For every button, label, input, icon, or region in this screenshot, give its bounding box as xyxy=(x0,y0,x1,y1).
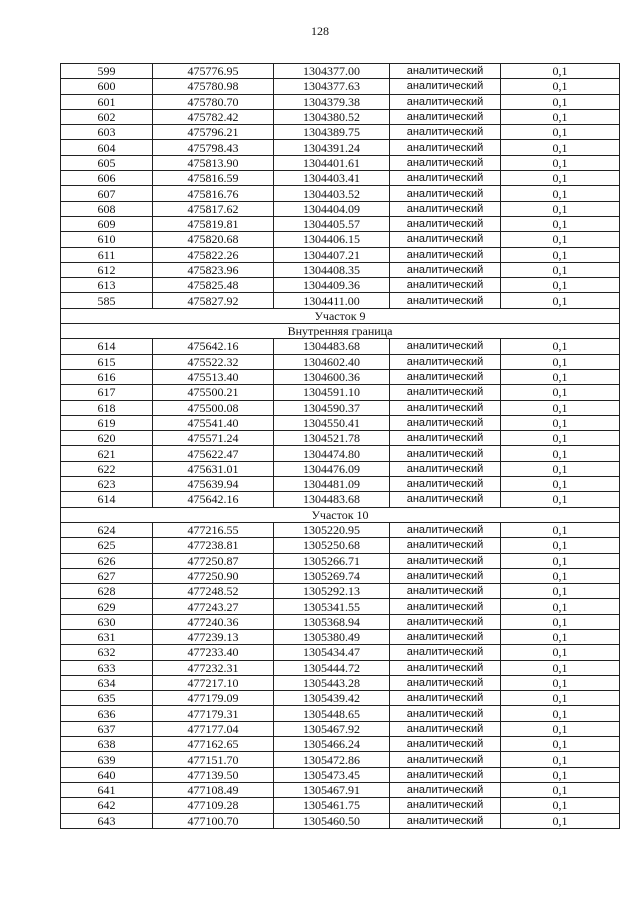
y-coordinate-cell: 1304401.61 xyxy=(274,155,390,170)
method-cell: аналитический xyxy=(390,125,501,140)
accuracy-cell: 0,1 xyxy=(501,675,620,690)
table-row xyxy=(61,721,620,736)
point-number-cell: 606 xyxy=(61,171,153,186)
point-number-cell: 624 xyxy=(61,522,153,537)
table-row xyxy=(61,752,620,767)
x-coordinate-cell: 475782.42 xyxy=(153,109,274,124)
method-cell: аналитический xyxy=(390,415,501,430)
x-coordinate-cell: 477177.04 xyxy=(153,721,274,736)
x-coordinate-cell: 477239.13 xyxy=(153,629,274,644)
point-number-cell: 625 xyxy=(61,538,153,553)
y-coordinate-cell: 1304600.36 xyxy=(274,369,390,384)
x-coordinate-cell: 475776.95 xyxy=(153,64,274,79)
point-number-cell: 643 xyxy=(61,813,153,828)
x-coordinate-cell: 477151.70 xyxy=(153,752,274,767)
x-coordinate-cell: 477250.87 xyxy=(153,553,274,568)
table-row xyxy=(61,553,620,568)
accuracy-cell: 0,1 xyxy=(501,614,620,629)
x-coordinate-cell: 475796.21 xyxy=(153,125,274,140)
y-coordinate-cell: 1305467.91 xyxy=(274,782,390,797)
x-coordinate-cell: 475827.92 xyxy=(153,293,274,308)
x-coordinate-cell: 475816.76 xyxy=(153,186,274,201)
x-coordinate-cell: 475522.32 xyxy=(153,354,274,369)
point-number-cell: 620 xyxy=(61,431,153,446)
point-number-cell: 634 xyxy=(61,675,153,690)
y-coordinate-cell: 1305341.55 xyxy=(274,599,390,614)
method-cell: аналитический xyxy=(390,278,501,293)
table-row xyxy=(61,125,620,140)
accuracy-cell: 0,1 xyxy=(501,79,620,94)
accuracy-cell: 0,1 xyxy=(501,461,620,476)
point-number-cell: 641 xyxy=(61,782,153,797)
table-row xyxy=(61,782,620,797)
method-cell: аналитический xyxy=(390,767,501,782)
method-cell: аналитический xyxy=(390,660,501,675)
accuracy-cell: 0,1 xyxy=(501,691,620,706)
point-number-cell: 610 xyxy=(61,232,153,247)
table-row xyxy=(61,354,620,369)
accuracy-cell: 0,1 xyxy=(501,538,620,553)
method-cell: аналитический xyxy=(390,553,501,568)
accuracy-cell: 0,1 xyxy=(501,629,620,644)
point-number-cell: 632 xyxy=(61,645,153,660)
x-coordinate-cell: 475817.62 xyxy=(153,201,274,216)
accuracy-cell: 0,1 xyxy=(501,247,620,262)
method-cell: аналитический xyxy=(390,599,501,614)
x-coordinate-cell: 475571.24 xyxy=(153,431,274,446)
y-coordinate-cell: 1304476.09 xyxy=(274,461,390,476)
x-coordinate-cell: 475780.98 xyxy=(153,79,274,94)
y-coordinate-cell: 1304405.57 xyxy=(274,216,390,231)
accuracy-cell: 0,1 xyxy=(501,140,620,155)
method-cell: аналитический xyxy=(390,369,501,384)
method-cell: аналитический xyxy=(390,568,501,583)
method-cell: аналитический xyxy=(390,752,501,767)
y-coordinate-cell: 1304483.68 xyxy=(274,339,390,354)
x-coordinate-cell: 477232.31 xyxy=(153,660,274,675)
accuracy-cell: 0,1 xyxy=(501,798,620,813)
table-row xyxy=(61,691,620,706)
table-row xyxy=(61,599,620,614)
method-cell: аналитический xyxy=(390,400,501,415)
accuracy-cell: 0,1 xyxy=(501,171,620,186)
point-number-cell: 613 xyxy=(61,278,153,293)
point-number-cell: 617 xyxy=(61,385,153,400)
x-coordinate-cell: 477233.40 xyxy=(153,645,274,660)
page-number: 128 xyxy=(311,24,329,38)
method-cell: аналитический xyxy=(390,385,501,400)
x-coordinate-cell: 475631.01 xyxy=(153,461,274,476)
method-cell: аналитический xyxy=(390,94,501,109)
accuracy-cell: 0,1 xyxy=(501,721,620,736)
table-row xyxy=(61,645,620,660)
x-coordinate-cell: 475819.81 xyxy=(153,216,274,231)
point-number-cell: 602 xyxy=(61,109,153,124)
y-coordinate-cell: 1305368.94 xyxy=(274,614,390,629)
y-coordinate-cell: 1304411.00 xyxy=(274,293,390,308)
x-coordinate-cell: 475813.90 xyxy=(153,155,274,170)
method-cell: аналитический xyxy=(390,79,501,94)
x-coordinate-cell: 477248.52 xyxy=(153,584,274,599)
accuracy-cell: 0,1 xyxy=(501,415,620,430)
y-coordinate-cell: 1304391.24 xyxy=(274,140,390,155)
table-row xyxy=(61,201,620,216)
point-number-cell: 607 xyxy=(61,186,153,201)
accuracy-cell: 0,1 xyxy=(501,186,620,201)
x-coordinate-cell: 477238.81 xyxy=(153,538,274,553)
y-coordinate-cell: 1304521.78 xyxy=(274,431,390,446)
y-coordinate-cell: 1304590.37 xyxy=(274,400,390,415)
y-coordinate-cell: 1304403.52 xyxy=(274,186,390,201)
accuracy-cell: 0,1 xyxy=(501,369,620,384)
x-coordinate-cell: 477108.49 xyxy=(153,782,274,797)
point-number-cell: 609 xyxy=(61,216,153,231)
table-row xyxy=(61,538,620,553)
x-coordinate-cell: 475500.08 xyxy=(153,400,274,415)
y-coordinate-cell: 1304591.10 xyxy=(274,385,390,400)
accuracy-cell: 0,1 xyxy=(501,431,620,446)
accuracy-cell: 0,1 xyxy=(501,385,620,400)
y-coordinate-cell: 1304389.75 xyxy=(274,125,390,140)
method-cell: аналитический xyxy=(390,140,501,155)
method-cell: аналитический xyxy=(390,339,501,354)
point-number-cell: 635 xyxy=(61,691,153,706)
x-coordinate-cell: 475823.96 xyxy=(153,262,274,277)
table-row xyxy=(61,522,620,537)
y-coordinate-cell: 1304474.80 xyxy=(274,446,390,461)
accuracy-cell: 0,1 xyxy=(501,262,620,277)
point-number-cell: 638 xyxy=(61,737,153,752)
table-row xyxy=(61,614,620,629)
method-cell: аналитический xyxy=(390,262,501,277)
accuracy-cell: 0,1 xyxy=(501,155,620,170)
point-number-cell: 636 xyxy=(61,706,153,721)
point-number-cell: 633 xyxy=(61,660,153,675)
point-number-cell: 637 xyxy=(61,721,153,736)
method-cell: аналитический xyxy=(390,614,501,629)
table-row xyxy=(61,293,620,308)
accuracy-cell: 0,1 xyxy=(501,232,620,247)
section-title: Участок 10 xyxy=(61,507,620,522)
method-cell: аналитический xyxy=(390,171,501,186)
method-cell: аналитический xyxy=(390,109,501,124)
method-cell: аналитический xyxy=(390,354,501,369)
table-row xyxy=(61,629,620,644)
table-row xyxy=(61,431,620,446)
y-coordinate-cell: 1305473.45 xyxy=(274,767,390,782)
section-title: Участок 9 xyxy=(61,308,620,323)
point-number-cell: 599 xyxy=(61,64,153,79)
accuracy-cell: 0,1 xyxy=(501,201,620,216)
accuracy-cell: 0,1 xyxy=(501,477,620,492)
y-coordinate-cell: 1305434.47 xyxy=(274,645,390,660)
y-coordinate-cell: 1305460.50 xyxy=(274,813,390,828)
accuracy-cell: 0,1 xyxy=(501,645,620,660)
point-number-cell: 623 xyxy=(61,477,153,492)
table-row xyxy=(61,568,620,583)
x-coordinate-cell: 475822.26 xyxy=(153,247,274,262)
coordinates-table xyxy=(60,63,620,829)
accuracy-cell: 0,1 xyxy=(501,660,620,675)
method-cell: аналитический xyxy=(390,691,501,706)
accuracy-cell: 0,1 xyxy=(501,752,620,767)
table-row xyxy=(61,155,620,170)
accuracy-cell: 0,1 xyxy=(501,553,620,568)
table-row xyxy=(61,262,620,277)
point-number-cell: 642 xyxy=(61,798,153,813)
accuracy-cell: 0,1 xyxy=(501,216,620,231)
point-number-cell: 621 xyxy=(61,446,153,461)
y-coordinate-cell: 1304550.41 xyxy=(274,415,390,430)
x-coordinate-cell: 477100.70 xyxy=(153,813,274,828)
x-coordinate-cell: 475541.40 xyxy=(153,415,274,430)
y-coordinate-cell: 1304403.41 xyxy=(274,171,390,186)
point-number-cell: 619 xyxy=(61,415,153,430)
x-coordinate-cell: 477179.09 xyxy=(153,691,274,706)
method-cell: аналитический xyxy=(390,216,501,231)
y-coordinate-cell: 1305472.86 xyxy=(274,752,390,767)
table-row xyxy=(61,798,620,813)
y-coordinate-cell: 1305467.92 xyxy=(274,721,390,736)
table-row xyxy=(61,109,620,124)
section-header-row xyxy=(61,324,620,339)
point-number-cell: 630 xyxy=(61,614,153,629)
table-row xyxy=(61,369,620,384)
method-cell: аналитический xyxy=(390,201,501,216)
method-cell: аналитический xyxy=(390,446,501,461)
point-number-cell: 614 xyxy=(61,492,153,507)
y-coordinate-cell: 1305443.28 xyxy=(274,675,390,690)
table-row xyxy=(61,278,620,293)
section-header-row xyxy=(61,507,620,522)
x-coordinate-cell: 475825.48 xyxy=(153,278,274,293)
table-row xyxy=(61,446,620,461)
section-title: Внутренняя граница xyxy=(61,324,620,339)
method-cell: аналитический xyxy=(390,813,501,828)
point-number-cell: 618 xyxy=(61,400,153,415)
point-number-cell: 600 xyxy=(61,79,153,94)
table-row xyxy=(61,706,620,721)
y-coordinate-cell: 1304408.35 xyxy=(274,262,390,277)
point-number-cell: 612 xyxy=(61,262,153,277)
table-row xyxy=(61,492,620,507)
method-cell: аналитический xyxy=(390,721,501,736)
accuracy-cell: 0,1 xyxy=(501,94,620,109)
table-row xyxy=(61,216,620,231)
x-coordinate-cell: 477109.28 xyxy=(153,798,274,813)
point-number-cell: 603 xyxy=(61,125,153,140)
method-cell: аналитический xyxy=(390,293,501,308)
y-coordinate-cell: 1304407.21 xyxy=(274,247,390,262)
point-number-cell: 604 xyxy=(61,140,153,155)
table-row xyxy=(61,171,620,186)
table-row xyxy=(61,737,620,752)
y-coordinate-cell: 1305439.42 xyxy=(274,691,390,706)
method-cell: аналитический xyxy=(390,522,501,537)
y-coordinate-cell: 1305250.68 xyxy=(274,538,390,553)
y-coordinate-cell: 1305448.65 xyxy=(274,706,390,721)
point-number-cell: 640 xyxy=(61,767,153,782)
y-coordinate-cell: 1305266.71 xyxy=(274,553,390,568)
method-cell: аналитический xyxy=(390,232,501,247)
method-cell: аналитический xyxy=(390,477,501,492)
x-coordinate-cell: 475639.94 xyxy=(153,477,274,492)
method-cell: аналитический xyxy=(390,538,501,553)
y-coordinate-cell: 1304406.15 xyxy=(274,232,390,247)
accuracy-cell: 0,1 xyxy=(501,492,620,507)
table-row xyxy=(61,64,620,79)
accuracy-cell: 0,1 xyxy=(501,125,620,140)
accuracy-cell: 0,1 xyxy=(501,706,620,721)
method-cell: аналитический xyxy=(390,155,501,170)
y-coordinate-cell: 1304404.09 xyxy=(274,201,390,216)
method-cell: аналитический xyxy=(390,64,501,79)
method-cell: аналитический xyxy=(390,431,501,446)
y-coordinate-cell: 1304380.52 xyxy=(274,109,390,124)
point-number-cell: 616 xyxy=(61,369,153,384)
table-row xyxy=(61,385,620,400)
y-coordinate-cell: 1305220.95 xyxy=(274,522,390,537)
table-row xyxy=(61,767,620,782)
point-number-cell: 615 xyxy=(61,354,153,369)
table-row xyxy=(61,675,620,690)
accuracy-cell: 0,1 xyxy=(501,767,620,782)
x-coordinate-cell: 477240.36 xyxy=(153,614,274,629)
x-coordinate-cell: 477162.65 xyxy=(153,737,274,752)
x-coordinate-cell: 475642.16 xyxy=(153,339,274,354)
y-coordinate-cell: 1305466.24 xyxy=(274,737,390,752)
accuracy-cell: 0,1 xyxy=(501,782,620,797)
method-cell: аналитический xyxy=(390,247,501,262)
y-coordinate-cell: 1305269.74 xyxy=(274,568,390,583)
method-cell: аналитический xyxy=(390,492,501,507)
accuracy-cell: 0,1 xyxy=(501,446,620,461)
method-cell: аналитический xyxy=(390,782,501,797)
accuracy-cell: 0,1 xyxy=(501,64,620,79)
x-coordinate-cell: 475513.40 xyxy=(153,369,274,384)
accuracy-cell: 0,1 xyxy=(501,737,620,752)
method-cell: аналитический xyxy=(390,461,501,476)
method-cell: аналитический xyxy=(390,629,501,644)
x-coordinate-cell: 477179.31 xyxy=(153,706,274,721)
method-cell: аналитический xyxy=(390,737,501,752)
method-cell: аналитический xyxy=(390,675,501,690)
table-row xyxy=(61,247,620,262)
accuracy-cell: 0,1 xyxy=(501,293,620,308)
method-cell: аналитический xyxy=(390,706,501,721)
point-number-cell: 629 xyxy=(61,599,153,614)
point-number-cell: 614 xyxy=(61,339,153,354)
y-coordinate-cell: 1305444.72 xyxy=(274,660,390,675)
y-coordinate-cell: 1304409.36 xyxy=(274,278,390,293)
x-coordinate-cell: 477243.27 xyxy=(153,599,274,614)
table-row xyxy=(61,94,620,109)
y-coordinate-cell: 1305292.13 xyxy=(274,584,390,599)
table-row xyxy=(61,400,620,415)
x-coordinate-cell: 475780.70 xyxy=(153,94,274,109)
point-number-cell: 608 xyxy=(61,201,153,216)
y-coordinate-cell: 1305380.49 xyxy=(274,629,390,644)
coordinates-table-body xyxy=(61,64,620,829)
x-coordinate-cell: 475820.68 xyxy=(153,232,274,247)
accuracy-cell: 0,1 xyxy=(501,584,620,599)
table-row xyxy=(61,813,620,828)
table-row xyxy=(61,584,620,599)
accuracy-cell: 0,1 xyxy=(501,568,620,583)
point-number-cell: 611 xyxy=(61,247,153,262)
y-coordinate-cell: 1305461.75 xyxy=(274,798,390,813)
point-number-cell: 585 xyxy=(61,293,153,308)
accuracy-cell: 0,1 xyxy=(501,354,620,369)
table-row xyxy=(61,339,620,354)
x-coordinate-cell: 477216.55 xyxy=(153,522,274,537)
point-number-cell: 627 xyxy=(61,568,153,583)
y-coordinate-cell: 1304602.40 xyxy=(274,354,390,369)
y-coordinate-cell: 1304483.68 xyxy=(274,492,390,507)
method-cell: аналитический xyxy=(390,645,501,660)
accuracy-cell: 0,1 xyxy=(501,522,620,537)
method-cell: аналитический xyxy=(390,186,501,201)
x-coordinate-cell: 477217.10 xyxy=(153,675,274,690)
point-number-cell: 622 xyxy=(61,461,153,476)
x-coordinate-cell: 475816.59 xyxy=(153,171,274,186)
y-coordinate-cell: 1304379.38 xyxy=(274,94,390,109)
point-number-cell: 601 xyxy=(61,94,153,109)
section-header-row xyxy=(61,308,620,323)
point-number-cell: 631 xyxy=(61,629,153,644)
point-number-cell: 628 xyxy=(61,584,153,599)
table-row xyxy=(61,232,620,247)
accuracy-cell: 0,1 xyxy=(501,339,620,354)
x-coordinate-cell: 477250.90 xyxy=(153,568,274,583)
table-row xyxy=(61,477,620,492)
y-coordinate-cell: 1304377.00 xyxy=(274,64,390,79)
table-row xyxy=(61,140,620,155)
x-coordinate-cell: 475642.16 xyxy=(153,492,274,507)
table-row xyxy=(61,79,620,94)
point-number-cell: 639 xyxy=(61,752,153,767)
accuracy-cell: 0,1 xyxy=(501,109,620,124)
accuracy-cell: 0,1 xyxy=(501,813,620,828)
accuracy-cell: 0,1 xyxy=(501,400,620,415)
y-coordinate-cell: 1304481.09 xyxy=(274,477,390,492)
x-coordinate-cell: 475622.47 xyxy=(153,446,274,461)
point-number-cell: 626 xyxy=(61,553,153,568)
x-coordinate-cell: 475500.21 xyxy=(153,385,274,400)
x-coordinate-cell: 475798.43 xyxy=(153,140,274,155)
table-row xyxy=(61,186,620,201)
point-number-cell: 605 xyxy=(61,155,153,170)
method-cell: аналитический xyxy=(390,584,501,599)
method-cell: аналитический xyxy=(390,798,501,813)
accuracy-cell: 0,1 xyxy=(501,599,620,614)
table-row xyxy=(61,660,620,675)
table-row xyxy=(61,461,620,476)
y-coordinate-cell: 1304377.63 xyxy=(274,79,390,94)
accuracy-cell: 0,1 xyxy=(501,278,620,293)
table-row xyxy=(61,415,620,430)
x-coordinate-cell: 477139.50 xyxy=(153,767,274,782)
